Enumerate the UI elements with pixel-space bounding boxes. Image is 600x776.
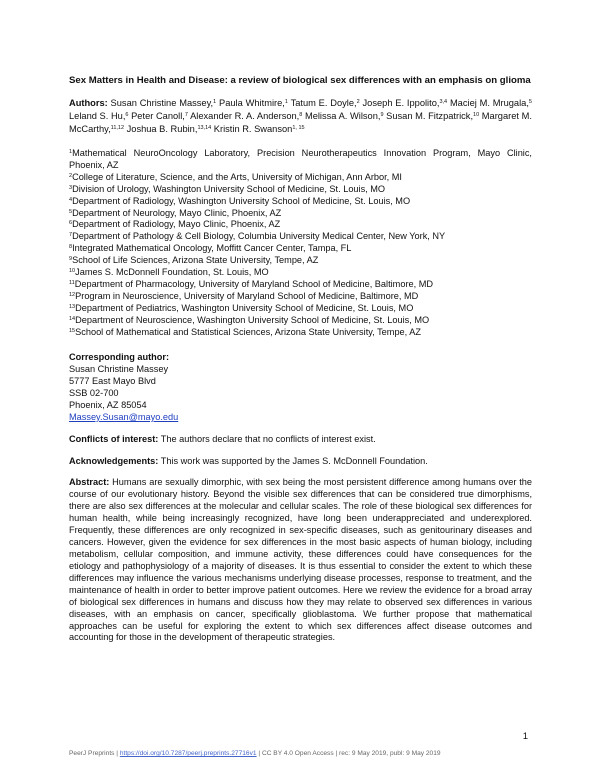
conflicts-label: Conflicts of interest: [69, 434, 159, 445]
author: Susan Christine Massey,$^1$ [110, 98, 217, 108]
page-number: 1 [522, 731, 528, 742]
author: Alexander R. A. Anderson,$^8$ [190, 111, 303, 121]
affiliation: $^4$Department of Radiology, Washington University School of Medicine, St. Louis, MO [69, 195, 411, 206]
address-line: Phoenix, AZ 85054 [69, 399, 147, 410]
page-content [69, 74, 532, 644]
affiliation: $^3$Division of Urology, Washington University School of Medicine, St. Louis, MO [69, 183, 386, 194]
affiliation-list [69, 148, 532, 339]
acknowledgements-text: This work was supported by the James S. McDonnell Foundation. [160, 456, 428, 467]
affiliation: $^2$College of Literature, Science, and the Arts, University of Michigan, Ann Arbor, MI [69, 171, 402, 182]
affiliation: $^{12}$Program in Neuroscience, University of Maryland School of Medicine, Baltimore, MD [69, 290, 419, 301]
affiliation: $^{14}$Department of Neuroscience, Washington University School of Medicine, St. Louis, MO [69, 314, 430, 325]
affiliation: $^7$Department of Pathology & Cell Biology, Columbia University Medical Center, New York, NY [69, 231, 446, 242]
affiliation: $^1$Mathematical NeuroOncology Laboratory, Precision Neurotherapeutics Innovation Program, Mayo Clinic, Phoenix, AZ [69, 148, 532, 170]
affiliation: $^8$Integrated Mathematical Oncology, Moffitt Cancer Center, Tampa, FL [69, 243, 352, 254]
author: Leland S. Hu,$^6$ [69, 111, 129, 121]
acknowledgements-label: Acknowledgements: [69, 456, 159, 467]
conflicts-statement [69, 433, 532, 445]
author-list [69, 97, 532, 136]
author: Susan M. Fitzpatrick,$^{10}$ [386, 111, 480, 121]
footer-suffix: | CC BY 4.0 Open Access | rec: 9 May 2019, publ: 9 May 2019 [256, 750, 441, 757]
acknowledgements-statement [69, 455, 532, 467]
address-line: SSB 02-700 [69, 387, 119, 398]
author: Joshua B. Rubin,$^{13,14}$ [126, 124, 212, 134]
author: Tatum E. Doyle,$^2$ [290, 98, 360, 108]
paper-title: Sex Matters in Health and Disease: a review of biological sex differences with an emphasis on glioma [69, 75, 531, 86]
affiliation: $^{13}$Department of Pediatrics, Washington University School of Medicine, St. Louis, MO [69, 302, 414, 313]
corresponding-author-label: Corresponding author: [69, 351, 170, 362]
affiliation: $^{15}$School of Mathematical and Statistical Sciences, Arizona State University, Tempe, AZ [69, 326, 422, 337]
authors-label: Authors: [69, 98, 108, 108]
abstract [69, 477, 532, 644]
author: Kristin R. Swanson$^{1, 15}$ [213, 124, 305, 134]
address-line: 5777 East Mayo Blvd [69, 375, 156, 386]
abstract-text: Humans are sexually dimorphic, with sex being the most persistent difference among humans over the course of our evolutionary history. Beyond the visible sex differences that can be considered true dimorphisms, there are also sex differences at the molecular and cellular scales. The role of these biological sex differences for human health, while being increasingly recognized, have long been underappreciated and underexplored. Frequently, these differences are only recognized in sex-specific diseases, such as genitourinary diseases and cancers. However, given the evidence for sex differences in the most basic aspects of human biology, including metabolism, cellular composition, and immune activity, these differences could have consequences for the etiology and pathophysiology of a majority of diseases. It is thus essential to consider the extent to which these differences may influence the various mechanisms underlying disease processes, response to treatment, and the maintenance of health in order to better improve patient outcomes. Here we review the evidence for a broad array of biological sex differences in humans and discuss how they may relate to observed sex differences in various diseases, with an emphasis on cancer, specifically glioblastoma. We further propose that mathematical approaches can be useful for exploring the extent to which sex differences affect disease outcomes and accounting for those in the development of therapeutic strategies. [69, 477, 532, 643]
author: Joseph E. Ippolito,$^{3,4}$ [362, 98, 448, 108]
corresponding-author-block [69, 351, 532, 424]
corresponding-author-name: Susan Christine Massey [69, 363, 169, 374]
conflicts-text: The authors declare that no conflicts of interest exist. [160, 434, 376, 445]
affiliation: $^{10}$James S. McDonnell Foundation, St. Louis, MO [69, 267, 269, 278]
author: Margaret M. McCarthy,$^{11,12}$ [69, 111, 532, 134]
affiliation: $^9$School of Life Sciences, Arizona State University, Tempe, AZ [69, 255, 319, 266]
affiliation: $^5$Department of Neurology, Mayo Clinic, Phoenix, AZ [69, 207, 282, 218]
author: Peter Canoll,$^7$ [131, 111, 188, 121]
email-link[interactable]: Massey.Susan@mayo.edu [69, 411, 179, 422]
author: Paula Whitmire,$^1$ [219, 98, 288, 108]
doi-link[interactable]: https://doi.org/10.7287/peerj.preprints.27716v1 [119, 750, 257, 757]
preprint-footer [69, 750, 534, 757]
affiliation: $^6$Department of Radiology, Mayo Clinic, Phoenix, AZ [69, 219, 281, 230]
abstract-label: Abstract: [69, 477, 110, 488]
footer-prefix: PeerJ Preprints | [69, 750, 120, 757]
author: Melissa A. Wilson,$^9$ [304, 111, 384, 121]
author: Maciej M. Mrugala,$^5$ [449, 98, 532, 108]
affiliation: $^{11}$Department of Pharmacology, University of Maryland School of Medicine, Baltimore, MD [69, 278, 434, 289]
